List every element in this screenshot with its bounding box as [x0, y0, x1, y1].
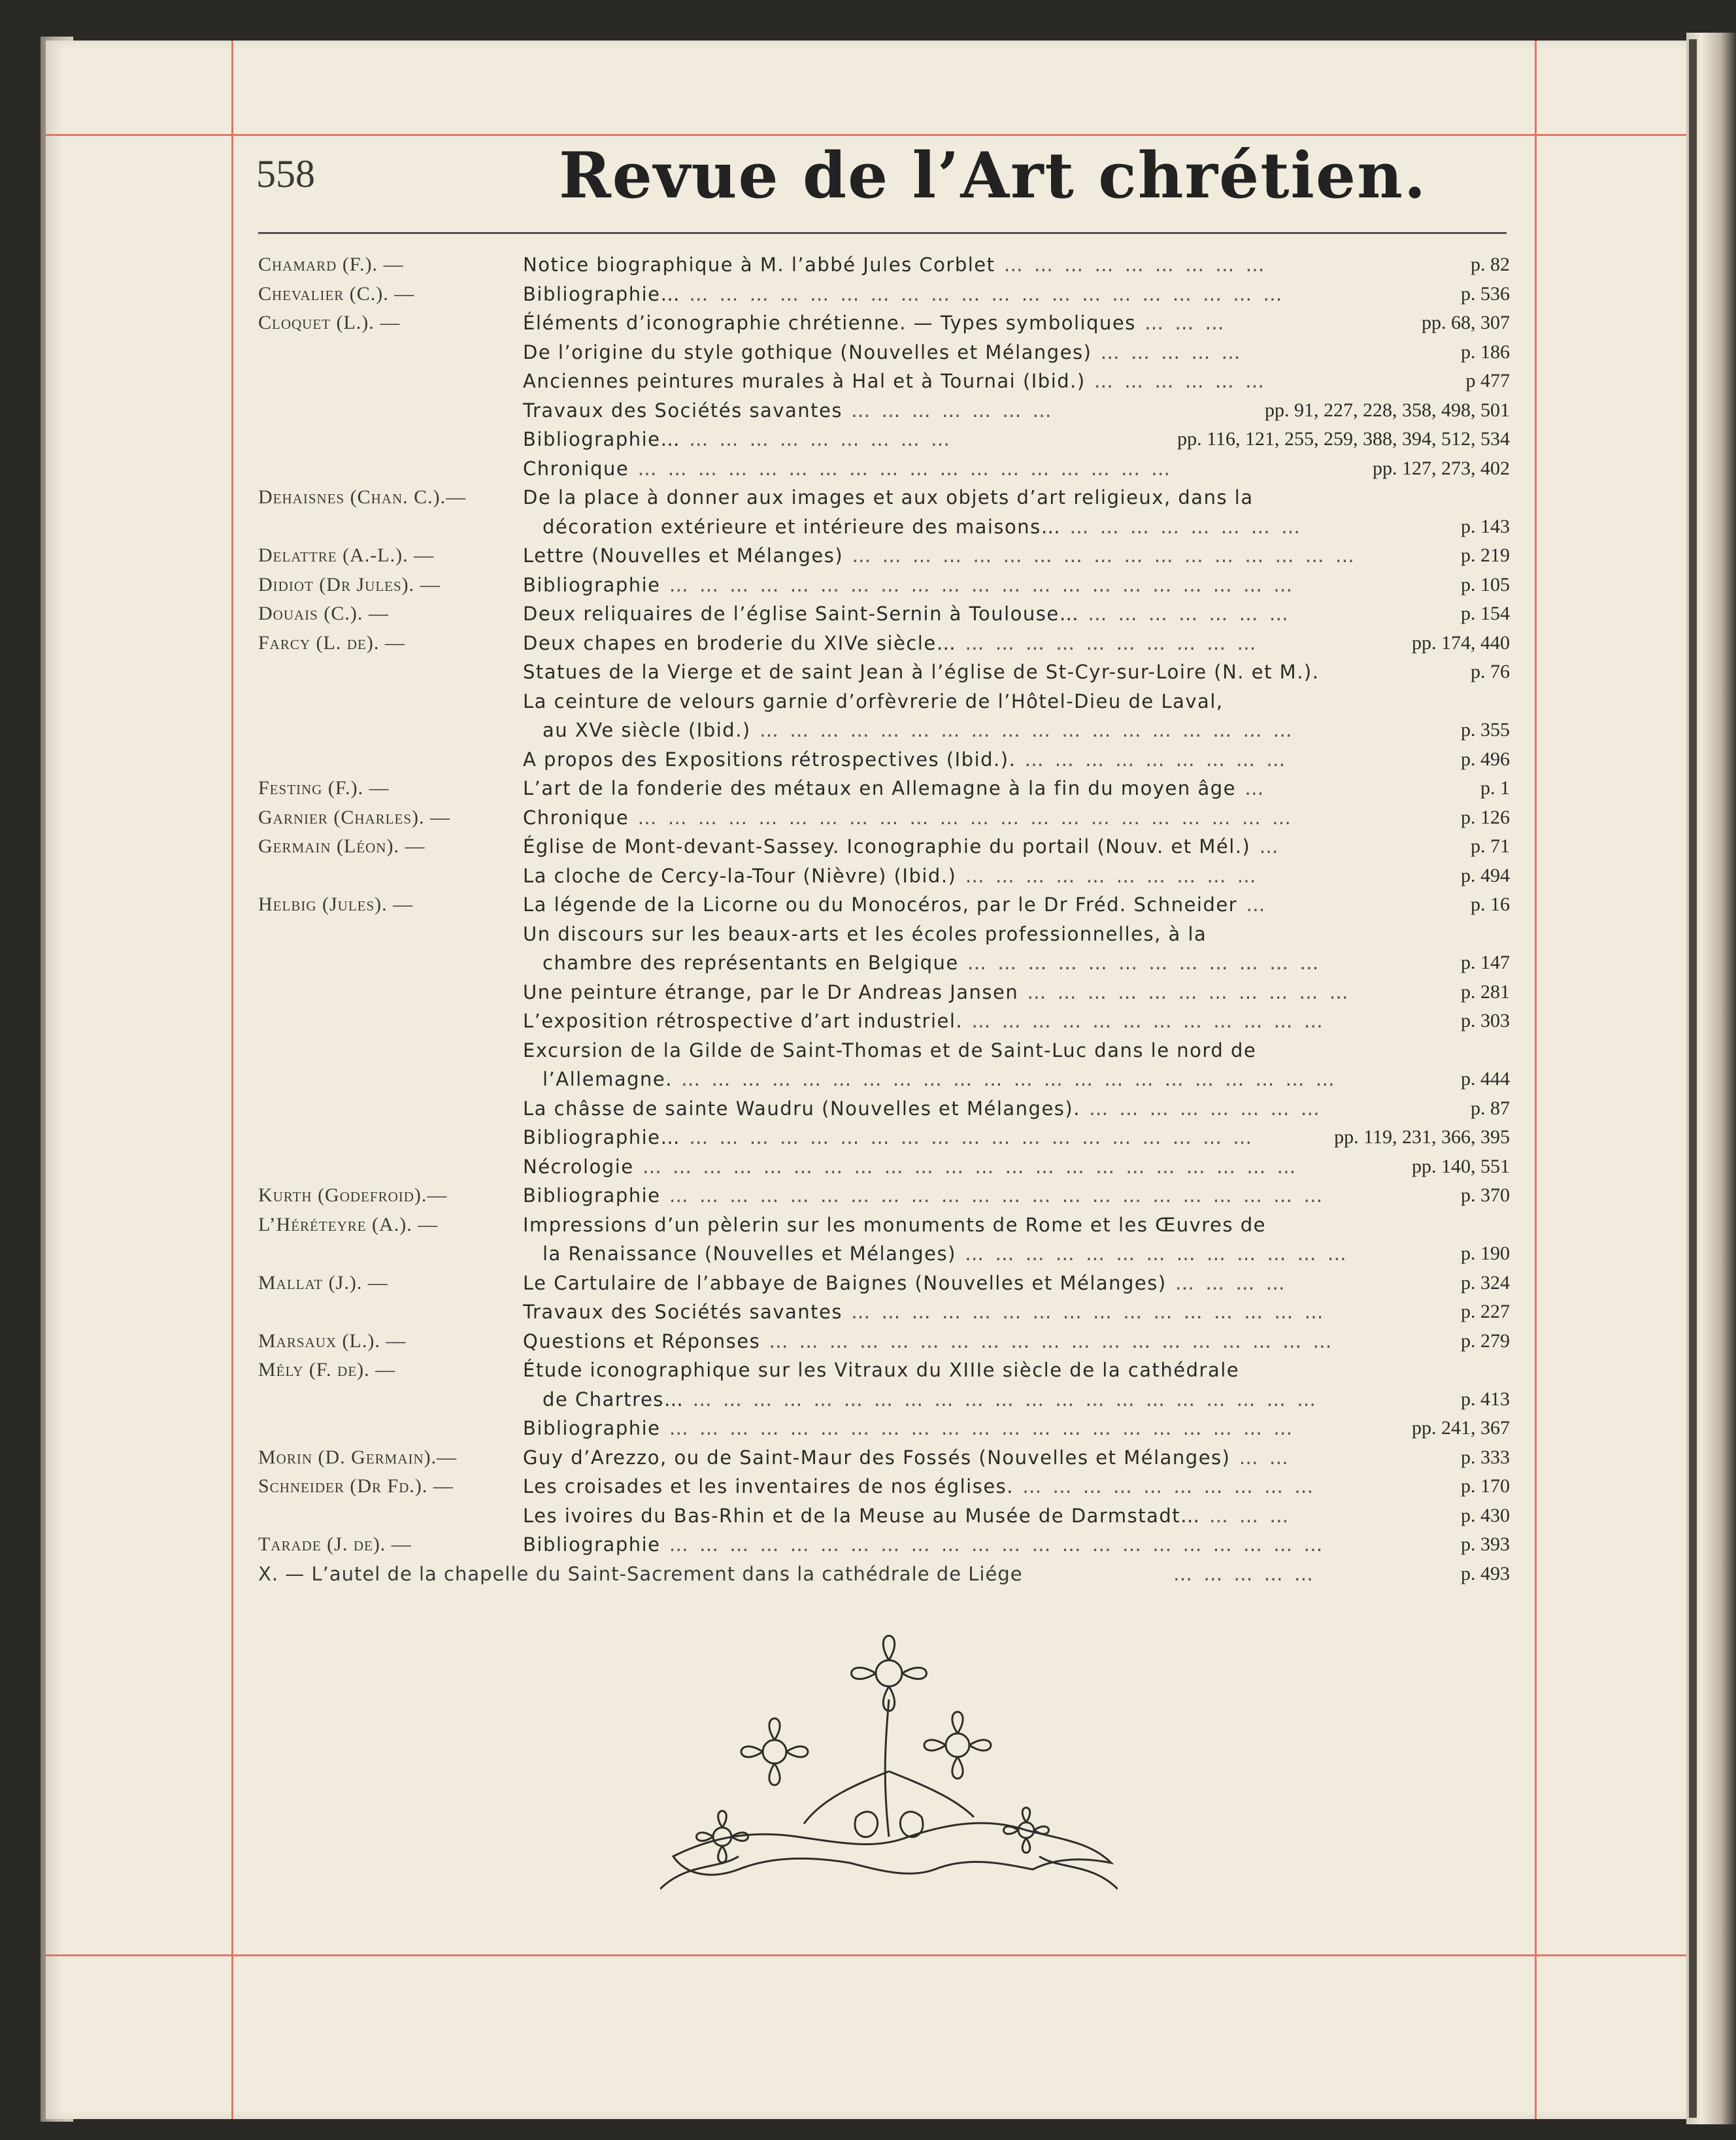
- index-entry: [258, 1472, 1510, 1501]
- index-entry: [258, 396, 1510, 426]
- entry-work-title: [523, 1327, 1334, 1356]
- entry-pages: p. 355: [1461, 719, 1510, 741]
- entry-work-text: Le Cartulaire de l’abbaye de Baignes (Nouvelles et Mélanges): [523, 1271, 1167, 1294]
- entry-work-title: [523, 454, 1173, 484]
- entry-work-title: [523, 978, 1351, 1007]
- entry-pages: p. 333: [1461, 1446, 1510, 1468]
- index-entry: [258, 425, 1510, 454]
- entry-work-text: Lettre (Nouvelles et Mélanges): [523, 544, 844, 567]
- entry-author: X. — L’autel de la chapelle du Saint-Sacrement dans la cathédrale de Liége: [258, 1562, 1023, 1585]
- index-entry: [258, 250, 1510, 280]
- leader-dots: … … … … … … … … … … … …: [963, 1010, 1326, 1032]
- entry-work-text: L’art de la fonderie des métaux en Allemagne à la fin du moyen âge: [523, 777, 1236, 799]
- entry-work-text: Étude iconographique sur les Vitraux du XIIIe siècle de la cathédrale: [523, 1359, 1240, 1381]
- entry-pages: p. 227: [1461, 1301, 1510, 1322]
- entry-work-text: Deux chapes en broderie du XIVe siècle…: [523, 631, 957, 654]
- leader-dots: … … … … … … … … … … … … … … … … … … …: [680, 1126, 1255, 1148]
- index-entry: [258, 1239, 1510, 1269]
- leader-dots: … … … … …: [1092, 341, 1243, 363]
- entry-work-title: [523, 1094, 1322, 1124]
- leader-dots: … … …: [1135, 312, 1227, 334]
- index-entry: [258, 280, 1510, 309]
- entry-work-title: [523, 920, 1207, 949]
- index-entry: [258, 1560, 1510, 1589]
- index-entry: [258, 1152, 1510, 1182]
- index-entry: [258, 1211, 1510, 1240]
- entry-work-text: Excursion de la Gilde de Saint-Thomas et de Saint-Luc dans le nord de: [523, 1039, 1257, 1062]
- entry-author: Garnier (Charles). —: [258, 806, 450, 828]
- red-rule-right: [1535, 41, 1537, 2119]
- entry-work-title: [523, 425, 952, 454]
- entry-pages: p. 76: [1471, 661, 1510, 682]
- entry-pages: p. 493: [1461, 1562, 1510, 1584]
- entry-work-title: [523, 803, 1294, 833]
- entry-pages: p. 147: [1461, 952, 1510, 973]
- leader-dots: … … … … … … … …: [1080, 1097, 1322, 1120]
- leader-dots: …: [1237, 894, 1268, 916]
- entry-work-title: [542, 1239, 1349, 1269]
- index-entry: [258, 1269, 1510, 1298]
- leader-dots: … … … … … … …: [842, 399, 1054, 422]
- entry-author: Germain (Léon). —: [258, 835, 426, 857]
- entry-work-title: [523, 1356, 1239, 1385]
- entry-work-text: l’Allemagne.: [542, 1068, 673, 1090]
- leader-dots: … … … … … … … … … … … … … … … … … …: [750, 719, 1295, 741]
- entry-pages: p. 170: [1461, 1475, 1510, 1497]
- entry-work-title: [523, 687, 1224, 716]
- entry-pages: p. 279: [1461, 1329, 1510, 1352]
- entry-work-title: [523, 1414, 1295, 1443]
- index-entry: [258, 629, 1510, 658]
- entry-pages: p. 87: [1471, 1097, 1510, 1119]
- entry-work-title: [523, 1530, 1325, 1560]
- entry-pages: p. 536: [1461, 282, 1510, 305]
- entry-work-text: L’exposition rétrospective d’art industriel.: [523, 1010, 963, 1032]
- entry-work-text: Les ivoires du Bas-Rhin et de la Meuse au Musée de Darmstadt…: [523, 1504, 1201, 1527]
- leader-dots: … … … … … … … … … … … … … … … … … … … …: [680, 282, 1285, 305]
- leader-dots: … … … … … … … … …: [680, 428, 952, 450]
- entry-work-title: [523, 571, 1295, 600]
- index-entry: [258, 1501, 1510, 1531]
- index-entry: [258, 512, 1510, 542]
- entry-author: Farcy (L. de). —: [258, 631, 405, 654]
- entry-work-text: Anciennes peintures murales à Hal et à Tournai (Ibid.): [523, 370, 1086, 392]
- entry-work-text: Un discours sur les beaux-arts et les écoles professionnelles, à la: [523, 922, 1207, 945]
- entry-author: L’Héréteyre (A.). —: [258, 1213, 439, 1235]
- entry-work-text: Guy d’Arezzo, ou de Saint-Maur des Fossés (Nouvelles et Mélanges): [523, 1446, 1231, 1469]
- entry-pages: pp. 174, 440: [1412, 631, 1510, 654]
- entry-work-text: La légende de la Licorne ou du Monocéros, par le Dr Fréd. Schneider: [523, 894, 1238, 916]
- leader-dots: … … … …: [1166, 1271, 1288, 1294]
- leader-dots: … … … … … … … …: [1061, 515, 1303, 538]
- index-entry: [258, 948, 1510, 978]
- entry-author: Chamard (F.). —: [258, 254, 404, 275]
- leader-dots: … … … … … … … … … … … … … … … … … …: [629, 457, 1173, 480]
- entry-author: Douais (C.). —: [258, 603, 389, 624]
- index-entry: [258, 1297, 1510, 1327]
- index-entry: [258, 1530, 1510, 1560]
- leader-dots: … … … … … … … … …: [995, 254, 1267, 276]
- header-rule: [258, 232, 1507, 234]
- entry-work-title: [523, 250, 1267, 280]
- entry-work-title: [523, 1181, 1325, 1211]
- entry-work-title: [523, 890, 1267, 920]
- leader-dots: … … … … … … … … … … … … … … … … … … … … … …: [672, 1068, 1337, 1090]
- entry-work-text: De l’origine du style gothique (Nouvelles et Mélanges): [523, 341, 1092, 363]
- index-entry: [258, 716, 1510, 745]
- leader-dots: … … … … … … … … … … … … … … … … … … …: [760, 1329, 1335, 1352]
- leader-dots: … … … … … … … … … …: [956, 864, 1259, 887]
- entry-author: Chevalier (C.). —: [258, 282, 415, 305]
- leader-dots: … … … … … … … … … … … … … … … … …: [843, 544, 1357, 567]
- entry-work-title: [523, 1007, 1326, 1036]
- entry-work-title: [523, 658, 1319, 687]
- entry-pages: p. 143: [1461, 515, 1510, 537]
- entry-work-text: Statues de la Vierge et de saint Jean à l’église de St-Cyr-sur-Loire (N. et M.).: [523, 661, 1320, 683]
- index-entry: [258, 541, 1510, 571]
- index-entry: [258, 1414, 1510, 1443]
- leader-dots: … … … … … … … … … …: [956, 631, 1259, 654]
- leader-dots: … … … … … … … … … … …: [1018, 980, 1351, 1003]
- entry-pages: pp. 140, 551: [1412, 1155, 1510, 1177]
- index-entry: [258, 1356, 1510, 1385]
- entry-work-title: [542, 1065, 1337, 1094]
- index-entry: [258, 687, 1510, 716]
- index-entry: [258, 1036, 1510, 1065]
- leader-dots: … …: [1230, 1446, 1291, 1469]
- entry-work-title: [523, 1443, 1291, 1473]
- leader-dots: …: [1250, 835, 1281, 858]
- entry-pages: p. 494: [1461, 864, 1510, 886]
- entry-work-title: [542, 948, 1321, 978]
- entry-work-text: Bibliographie: [523, 1184, 661, 1207]
- entry-work-title: [523, 1036, 1256, 1065]
- entry-work-text: Chronique: [523, 457, 629, 480]
- entry-work-title: [523, 541, 1357, 571]
- entry-work-title: [542, 716, 1295, 745]
- leader-dots: … … … … … … … … … … … … … … … … … … … … … …: [660, 1533, 1326, 1556]
- entry-author: Festing (F.). —: [258, 777, 390, 799]
- entry-pages: p. 413: [1461, 1388, 1510, 1410]
- entry-author: Morin (D. Germain).—: [258, 1446, 458, 1468]
- entry-work-title: [523, 396, 1054, 426]
- index-entry: [258, 890, 1510, 920]
- entry-pages: p. 324: [1461, 1271, 1510, 1294]
- entry-work-text: La ceinture de velours garnie d’orfèvrerie de l’Hôtel-Dieu de Laval,: [523, 690, 1224, 712]
- entry-work-title: [523, 1123, 1254, 1152]
- entry-work-title: [542, 512, 1303, 542]
- entry-pages: pp. 127, 273, 402: [1373, 457, 1510, 479]
- red-rule-top: [46, 134, 1686, 136]
- index-entry: [258, 338, 1510, 367]
- index-entries: [258, 250, 1510, 1588]
- entry-pages: p. 219: [1461, 544, 1510, 566]
- entry-work-text: Église de Mont-devant-Sassey. Iconographie du portail (Nouv. et Mél.): [523, 835, 1251, 858]
- page-title: Revue de l’Art chrétien.: [559, 139, 1427, 212]
- entry-pages: p. 444: [1461, 1068, 1510, 1090]
- entry-work-text: Questions et Réponses: [523, 1329, 761, 1352]
- entry-author: Helbig (Jules). —: [258, 894, 414, 915]
- entry-pages: p. 16: [1471, 894, 1510, 915]
- leader-dots: … … …: [1200, 1504, 1292, 1527]
- book-gutter: [1689, 39, 1697, 2118]
- index-entry: [258, 1007, 1510, 1036]
- leader-dots: …: [1236, 777, 1267, 799]
- entry-pages: p. 281: [1461, 980, 1510, 1003]
- leader-dots: … … … … … … … … …: [1016, 748, 1288, 771]
- index-entry: [258, 920, 1510, 949]
- leader-dots: … … … … … … … … … … … … … … … … … … … … …: [660, 573, 1295, 596]
- leader-dots: … … … … … … … … … … … … … … … … … … … … …: [684, 1388, 1318, 1411]
- entry-work-title: [523, 1501, 1291, 1531]
- entry-work-text: Les croisades et les inventaires de nos églises.: [523, 1475, 1014, 1497]
- entry-pages: pp. 119, 231, 366, 395: [1334, 1126, 1510, 1148]
- entry-pages: pp. 116, 121, 255, 259, 388, 394, 512, 534: [1177, 428, 1510, 450]
- entry-pages: p. 430: [1461, 1504, 1510, 1526]
- entry-pages: pp. 91, 227, 228, 358, 498, 501: [1265, 399, 1510, 421]
- entry-work-title: [523, 745, 1288, 775]
- entry-author: Marsaux (L.). —: [258, 1329, 407, 1352]
- leader-dots: … … … … … …: [1085, 370, 1267, 392]
- index-entry: [258, 658, 1510, 687]
- red-rule-left: [231, 41, 233, 2119]
- entry-work-text: La cloche de Cercy-la-Tour (Nièvre) (Ibid.): [523, 864, 957, 887]
- entry-pages: p. 303: [1461, 1010, 1510, 1031]
- entry-work-text: chambre des représentants en Belgique: [542, 952, 959, 974]
- entry-work-title: [523, 861, 1259, 891]
- entry-work-title: [523, 629, 1258, 658]
- leader-dots: … … … … … … … … … … … … …: [956, 1243, 1349, 1265]
- leader-dots: … … … … … … … … … … … …: [958, 952, 1322, 974]
- entry-author: Mély (F. de). —: [258, 1359, 396, 1380]
- entry-work-text: Notice biographique à M. l’abbé Jules Corblet: [523, 254, 995, 276]
- index-entry: [258, 1327, 1510, 1356]
- entry-work-text: Impressions d’un pèlerin sur les monuments de Rome et les Œuvres de: [523, 1213, 1266, 1236]
- index-entry: [258, 1065, 1510, 1094]
- index-entry: [258, 454, 1510, 484]
- index-entry: [258, 309, 1510, 338]
- entry-work-title: [523, 1211, 1266, 1240]
- leader-dots: … … … … … … … … … … … … … … … … … … … … … …: [629, 806, 1294, 829]
- entry-work-title: [523, 1269, 1288, 1298]
- index-entry: [258, 978, 1510, 1007]
- leader-dots: … … … … … … …: [1079, 603, 1291, 625]
- entry-work-title: [523, 367, 1267, 396]
- entry-work-text: Bibliographie: [523, 1417, 661, 1439]
- entry-work-text: décoration extérieure et intérieure des maisons…: [542, 515, 1061, 538]
- index-entry: [258, 803, 1510, 833]
- entry-work-title: [523, 280, 1284, 309]
- entry-work-title: [523, 1152, 1298, 1182]
- entry-work-title: [523, 338, 1243, 367]
- leader-dots: … … … … … … … … … … … … … … … … … … … … …: [660, 1417, 1295, 1439]
- entry-pages: p. 393: [1461, 1533, 1510, 1555]
- index-entry: [258, 599, 1510, 629]
- entry-pages: p. 370: [1461, 1184, 1510, 1206]
- leader-dots: … … … … … … … … … … … … … … … …: [842, 1301, 1326, 1323]
- entry-work-text: la Renaissance (Nouvelles et Mélanges): [542, 1243, 956, 1265]
- entry-work-title: [523, 774, 1266, 803]
- entry-author: Mallat (J.). —: [258, 1271, 388, 1294]
- index-entry: [258, 367, 1510, 396]
- entry-pages: p. 1: [1480, 777, 1510, 799]
- entry-work-title: [523, 1297, 1326, 1327]
- entry-work-text: Bibliographie…: [523, 1126, 681, 1148]
- index-entry: [258, 745, 1510, 775]
- entry-pages: pp. 241, 367: [1412, 1417, 1510, 1439]
- entry-author: Didiot (Dr Jules). —: [258, 573, 441, 595]
- entry-pages: p. 190: [1461, 1243, 1510, 1264]
- index-entry: [258, 483, 1510, 512]
- entry-work-text: Travaux des Sociétés savantes: [523, 399, 843, 422]
- entry-pages: p. 186: [1461, 341, 1510, 363]
- index-entry: [258, 1123, 1510, 1152]
- entry-pages: p 477: [1465, 370, 1510, 392]
- leader-dots: … … … … … … … … … … … … … … … … … … … … … …: [660, 1184, 1326, 1207]
- entry-work-text: Bibliographie: [523, 573, 661, 596]
- entry-work-text: Travaux des Sociétés savantes: [523, 1301, 843, 1323]
- entry-author: Cloquet (L.). —: [258, 312, 401, 333]
- entry-pages: p. 82: [1471, 254, 1510, 275]
- entry-work-text: Bibliographie…: [523, 428, 681, 450]
- index-entry: [258, 861, 1510, 891]
- leader-dots: … … … … … … … … … … … … … … … … … … … … … …: [633, 1155, 1299, 1178]
- entry-work-text: au XVe siècle (Ibid.): [542, 719, 751, 741]
- entry-pages: p. 105: [1461, 573, 1510, 595]
- entry-work-title: [523, 1472, 1316, 1501]
- floral-ornament: [660, 1621, 1118, 1922]
- entry-author: Schneider (Dr Fd.). —: [258, 1475, 454, 1497]
- entry-pages: p. 496: [1461, 748, 1510, 770]
- entry-work-text: La châsse de sainte Waudru (Nouvelles et Mélanges).: [523, 1097, 1080, 1120]
- entry-work-text: Bibliographie…: [523, 282, 681, 305]
- entry-work-text: Nécrologie: [523, 1155, 634, 1178]
- entry-author: Delattre (A.-L.). —: [258, 544, 435, 566]
- entry-work-title: [523, 599, 1291, 629]
- leader-dots: … … … … … … … … … …: [1014, 1475, 1316, 1497]
- entry-work-text: De la place à donner aux images et aux objets d’art religieux, dans la: [523, 486, 1254, 509]
- entry-author: Dehaisnes (Chan. C.).—: [258, 486, 467, 508]
- entry-pages: p. 154: [1461, 603, 1510, 624]
- entry-work-title: [542, 1385, 1318, 1414]
- entry-pages: pp. 68, 307: [1422, 312, 1510, 333]
- entry-work-text: Deux reliquaires de l’église Saint-Sernin à Toulouse…: [523, 603, 1080, 625]
- entry-pages: p. 126: [1461, 806, 1510, 828]
- entry-work-text: Chronique: [523, 806, 629, 829]
- entry-work-title: [523, 483, 1254, 512]
- index-entry: [258, 1385, 1510, 1414]
- page-number: 558: [256, 152, 315, 195]
- entry-work-text: A propos des Expositions rétrospectives (Ibid.).: [523, 748, 1016, 771]
- index-entry: [258, 1181, 1510, 1211]
- entry-work-title: [1173, 1560, 1316, 1589]
- leader-dots: … … … … …: [1173, 1562, 1316, 1585]
- entry-pages: p. 71: [1471, 835, 1510, 857]
- index-entry: [258, 1443, 1510, 1473]
- index-entry: [258, 571, 1510, 600]
- entry-work-text: Une peinture étrange, par le Dr Andreas Jansen: [523, 980, 1019, 1003]
- index-entry: [258, 832, 1510, 861]
- red-rule-bottom: [46, 1954, 1686, 1956]
- entry-work-text: de Chartres…: [542, 1388, 684, 1411]
- entry-work-title: [523, 832, 1281, 861]
- index-entry: [258, 774, 1510, 803]
- entry-work-text: Bibliographie: [523, 1533, 661, 1556]
- entry-work-title: [523, 309, 1227, 338]
- entry-work-text: Éléments d’iconographie chrétienne. — Types symboliques: [523, 312, 1136, 334]
- entry-author: Kurth (Godefroid).—: [258, 1184, 448, 1206]
- entry-author: Tarade (J. de). —: [258, 1533, 412, 1555]
- index-entry: [258, 1094, 1510, 1124]
